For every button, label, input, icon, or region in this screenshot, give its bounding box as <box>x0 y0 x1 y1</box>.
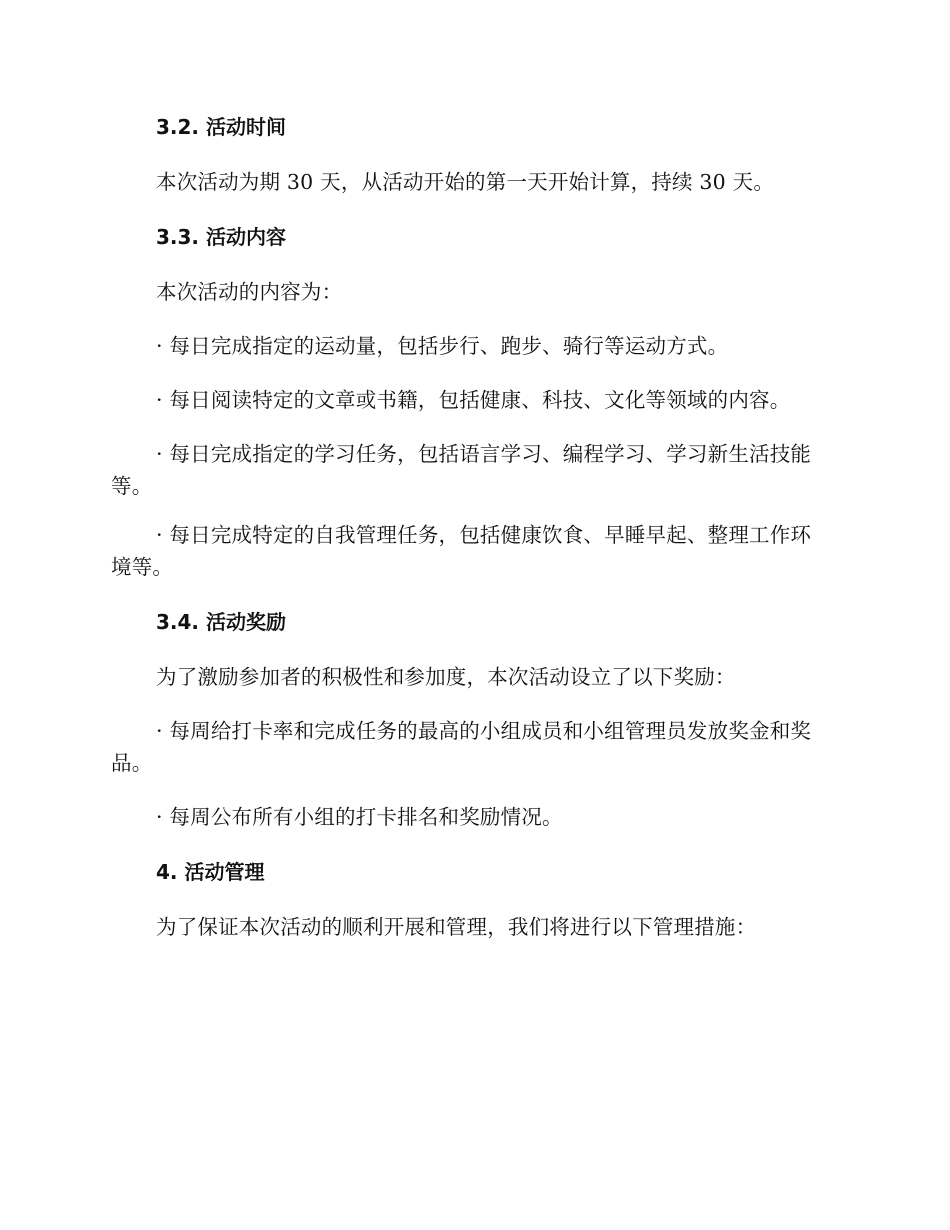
paragraph-management-intro: 为了保证本次活动的顺利开展和管理，我们将进行以下管理措施： <box>156 915 757 939</box>
list-item-weekly-prizes: · 每周给打卡率和完成任务的最高的小组成员和小组管理员发放奖金和奖品。 <box>111 719 812 775</box>
paragraph-content-intro: 本次活动的内容为： <box>156 280 343 304</box>
list-item-reading: · 每日阅读特定的文章或书籍，包括健康、科技、文化等领域的内容。 <box>156 388 791 412</box>
section-heading-3-4: 3.4. 活动奖励 <box>156 610 286 634</box>
list-item-self-management: · 每日完成特定的自我管理任务，包括健康饮食、早睡早起、整理工作环境等。 <box>111 523 812 579</box>
section-heading-3-3: 3.3. 活动内容 <box>156 225 286 249</box>
section-heading-3-2: 3.2. 活动时间 <box>156 115 286 139</box>
list-item-learning: · 每日完成指定的学习任务，包括语言学习、编程学习、学习新生活技能等。 <box>111 442 812 498</box>
list-item-exercise: · 每日完成指定的运动量，包括步行、跑步、骑行等运动方式。 <box>156 334 729 358</box>
section-heading-4: 4. 活动管理 <box>156 860 265 884</box>
document-body <box>111 111 823 943</box>
paragraph-activity-duration: 本次活动为期 30 天，从活动开始的第一天开始计算，持续 30 天。 <box>156 170 775 194</box>
list-item-weekly-ranking: · 每周公布所有小组的打卡排名和奖励情况。 <box>156 805 563 829</box>
paragraph-rewards-intro: 为了激励参加者的积极性和参加度，本次活动设立了以下奖励： <box>156 665 736 689</box>
